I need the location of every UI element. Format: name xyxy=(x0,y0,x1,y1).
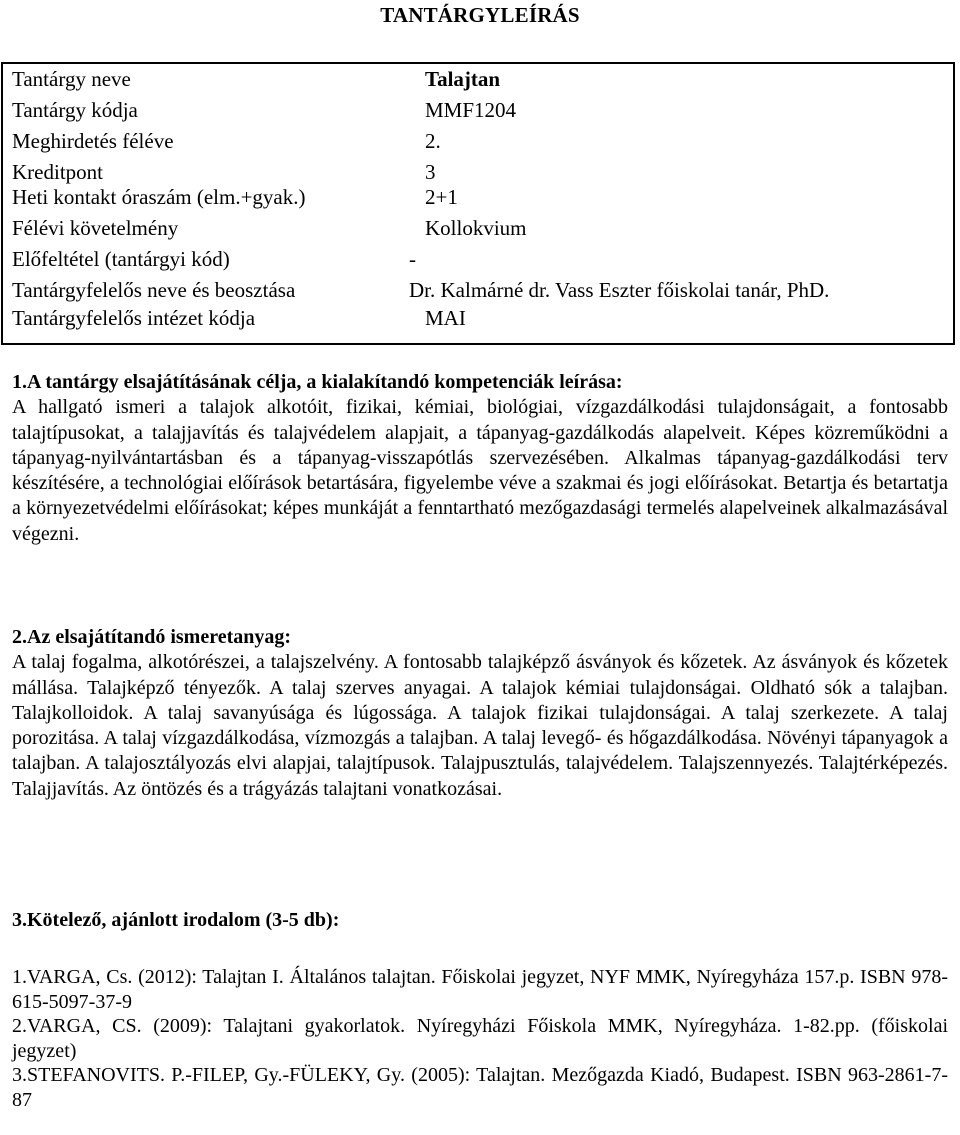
info-row-responsible xyxy=(3,278,953,303)
literature-item: 1.VARGA, Cs. (2012): Talajtan I. Általános talajtan. Főiskolai jegyzet, NYF MMK, Nyíregyháza 157.p. ISBN 978-615-5097-37-9 xyxy=(12,966,948,1013)
info-value: Dr. Kalmárné dr. Vass Eszter főiskolai tanár, PhD. xyxy=(409,278,830,302)
info-label: Heti kontakt óraszám (elm.+gyak.) xyxy=(12,185,306,209)
info-value: - xyxy=(409,247,416,271)
info-label: Előfeltétel (tantárgyi kód) xyxy=(12,247,230,271)
info-label: Tantárgy kódja xyxy=(12,98,138,122)
info-value: MMF1204 xyxy=(425,98,517,122)
info-label: Tantárgy neve xyxy=(12,67,131,91)
info-row-prerequisite xyxy=(3,247,953,272)
info-label: Tantárgyfelelős intézet kódja xyxy=(12,306,256,330)
info-row-contact-hours xyxy=(3,185,953,210)
section-literature xyxy=(12,908,948,933)
section-heading: 2.Az elsajátítandó ismeretanyag: xyxy=(12,626,292,648)
info-label: Félévi követelmény xyxy=(12,216,179,240)
section-content xyxy=(12,625,948,802)
info-value: 2. xyxy=(425,129,441,153)
info-row-requirement xyxy=(3,216,953,241)
course-info-table xyxy=(1,62,955,345)
info-label: Meghirdetés féléve xyxy=(12,129,174,153)
info-row-semester xyxy=(3,129,953,154)
info-row-institute xyxy=(3,306,953,331)
section-body: A hallgató ismeri a talajok alkotóit, fizikai, kémiai, biológiai, vízgazdálkodási tulajdonságait, a fontosabb talajtípusokat, a talajjavítás és talajvédelem alapjait, a tápanyag-gazdálkodás alapelveit. Képes közreműködni a tápanyag-nyilvántartásban és a tápanyag-visszapótlás szervezésében. Alkalmas tápanyag-gazdálkodási terv készítésére, a technológiai előírások betartására, figyelembe véve a szakmai és jogi előírásokat. Betartja és betartatja a környezetvédelmi előírásokat; képes munkáját a fenntartható mezőgazdasági termelés alapelveinek alkalmazásával végezni. xyxy=(12,396,948,545)
info-row-course-name xyxy=(3,67,953,92)
info-value: MAI xyxy=(425,306,466,330)
section-heading: 1.A tantárgy elsajátításának célja, a kialakítandó kompetenciák leírása: xyxy=(12,371,623,393)
info-label: Tantárgyfelelős neve és beosztása xyxy=(12,278,296,302)
section-body: A talaj fogalma, alkotórészei, a talajszelvény. A fontosabb talajképző ásványok és kőzetek. Az ásványok és kőzetek mállása. Talajképző tényezők. A talaj szerves anyagai. A talajok kémiai tulajdonságai. Oldható sók a talajban. Talajkolloidok. A talaj savanyúsága és lúgossága. A talajok fizikai tulajdonságai. A talaj szerkezete. A talaj porozitása. A talaj vízgazdálkodása, vízmozgás a talajban. A talaj levegő- és hőgazdálkodása. Növényi tápanyagok a talajban. A talajosztályozás elvi alapjai, talajtípusok. Talajpusztulás, talajvédelem. Talajszennyezés. Talajtérképezés. Talajjavítás. Az öntözés és a trágyázás talajtani vonatkozásai. xyxy=(12,651,948,800)
section-goals xyxy=(12,370,948,547)
info-value: Kollokvium xyxy=(425,216,527,240)
literature-item: 3.STEFANOVITS. P.-FILEP, Gy.-FÜLEKY, Gy. (2005): Talajtan. Mezőgazda Kiadó, Budapest. ISBN 963-2861-7-87 xyxy=(12,1064,948,1111)
info-value: 3 xyxy=(425,160,436,184)
document-title: TANTÁRGYLEÍRÁS xyxy=(380,3,580,27)
literature-list xyxy=(12,965,948,1112)
info-label: Kreditpont xyxy=(12,160,103,184)
info-value: 2+1 xyxy=(425,185,458,209)
info-value: Talajtan xyxy=(425,67,501,91)
info-row-credits xyxy=(3,160,953,185)
section-heading: 3.Kötelező, ajánlott irodalom (3-5 db): xyxy=(12,909,340,931)
literature-item: 2.VARGA, CS. (2009): Talajtani gyakorlatok. Nyíregyházi Főiskola MMK, Nyíregyháza. 1-82.pp. (főiskolai jegyzet) xyxy=(12,1015,948,1062)
info-row-course-code xyxy=(3,98,953,123)
